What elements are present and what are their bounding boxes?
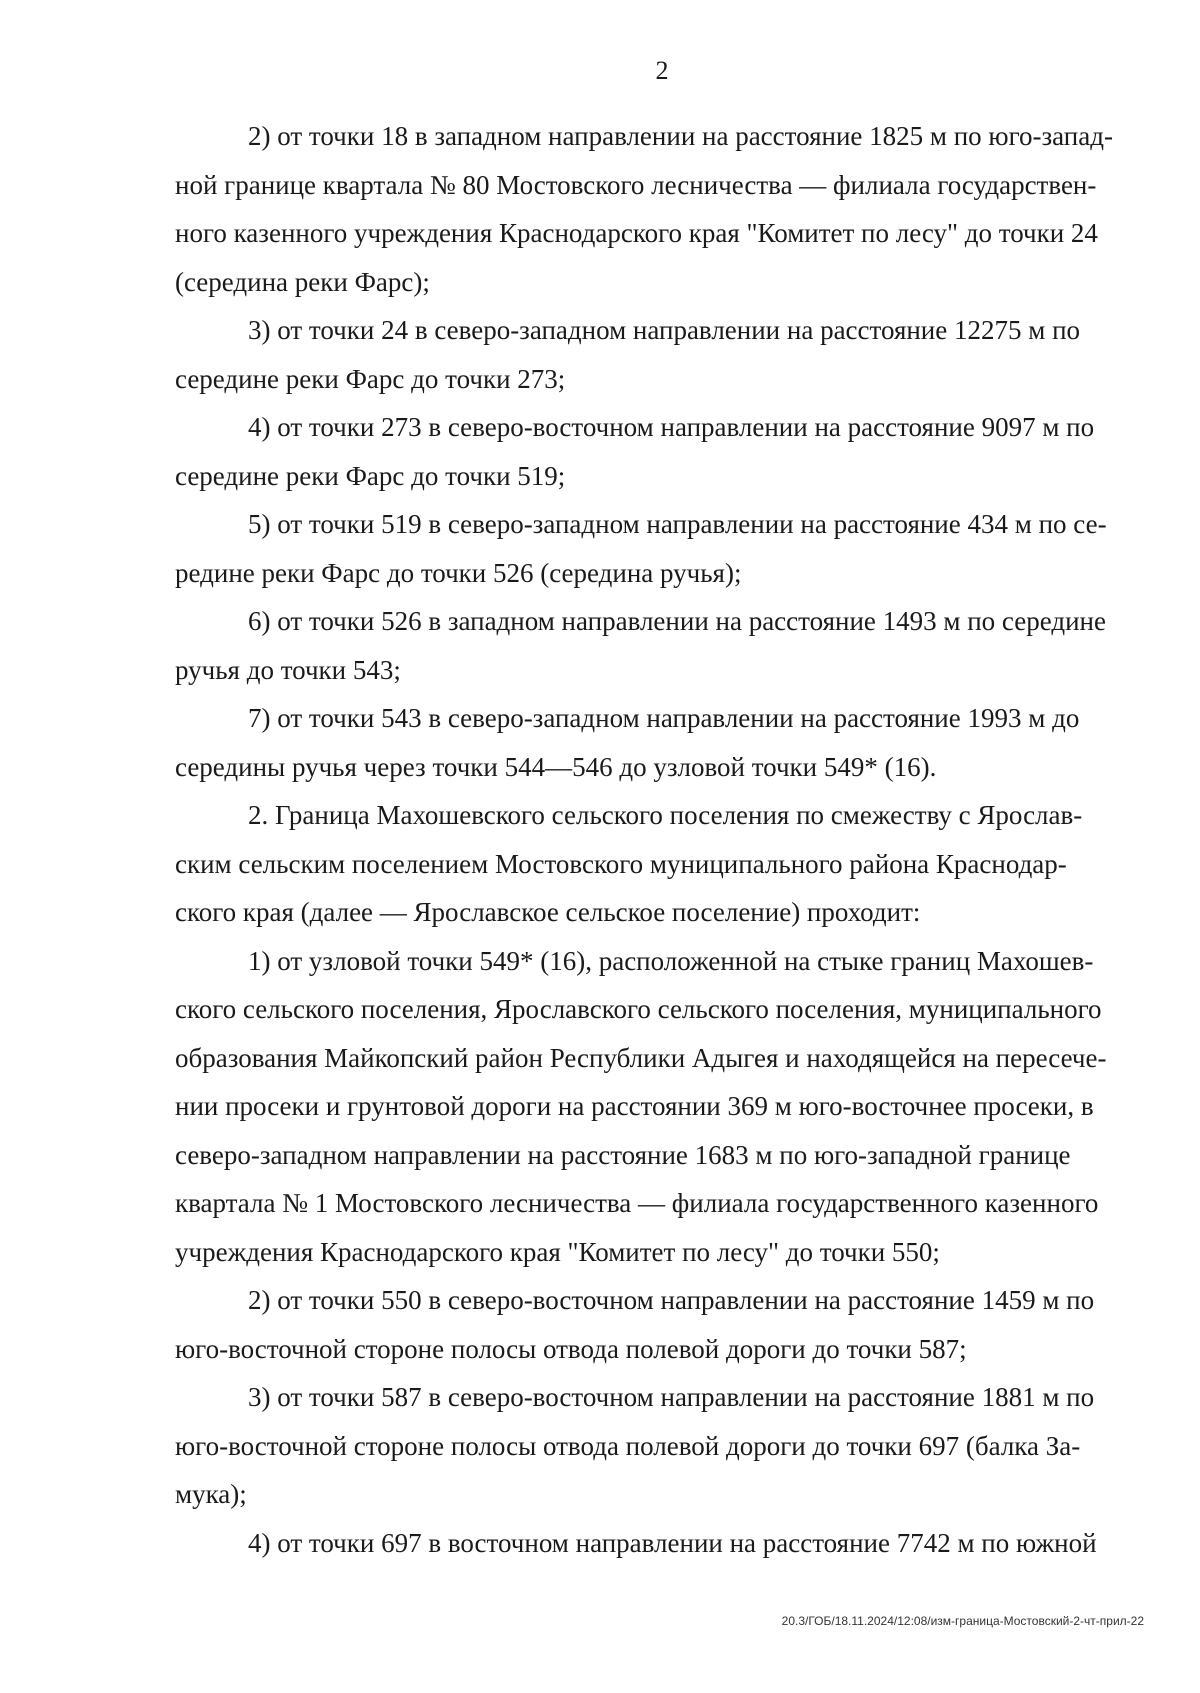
paragraph-9: 2) от точки 550 в северо-восточном направлении на расстояние 1459 м по юго-восточной стороне полосы отвода полевой дороги до точки 587; <box>175 1285 1095 1364</box>
paragraph-8: 1) от узловой точки 549* (16), расположенной на стыке границ Махошев- ского сельского поселения, Ярославского сельского поселения, муниципального образования Майкопский район Республики Адыгея и находящейся на пересече- нии просеки и грунтовой дороги на расстоянии 369 м юго-восточнее просеки, в северо-западном направлении на расстояние 1683 м по юго-западной границе квартала № 1 Мостовского лесничества — филиала государственного казенного учреждения Краснодарского края "Комитет по лесу" до точки 550; <box>175 945 1107 1267</box>
paragraph-11: 4) от точки 697 в восточном направлении на расстояние 7742 м по южной <box>248 1527 1097 1558</box>
paragraph-7: 2. Граница Махошевского сельского поселения по смежеству с Ярослав- ским сельским поселением Мостовского муниципального района Краснодар- ского края (далее — Ярославское сельское поселение) проходит: <box>175 800 1083 927</box>
paragraph-10: 3) от точки 587 в северо-восточном направлении на расстояние 1881 м по юго-восточной стороне полосы отвода полевой дороги до точки 697 (балка За- мука); <box>175 1382 1095 1509</box>
document-body <box>175 112 1144 1567</box>
paragraph-1: 2) от точки 18 в западном направлении на расстояние 1825 м по юго-запад- ной границе квартала № 80 Мостовского лесничества — филиала государствен- ного казенного учреждения Краснодарского края "Комитет по лесу" до точки 24 (середина реки Фарс); <box>175 121 1113 297</box>
document-footer-code: 20.3/ГОБ/18.11.2024/12:08/изм-граница-Мостовский-2-чт-прил-22 <box>781 1614 1144 1628</box>
page-number: 2 <box>655 56 669 85</box>
paragraph-2: 3) от точки 24 в северо-западном направлении на расстояние 12275 м по середине реки Фарс до точки 273; <box>175 315 1081 394</box>
paragraph-6: 7) от точки 543 в северо-западном направлении на расстояние 1993 м до середины ручья через точки 544—546 до узловой точки 549* (16). <box>175 703 1080 782</box>
paragraph-4: 5) от точки 519 в северо-западном направлении на расстояние 434 м по се- редине реки Фарс до точки 526 (середина ручья); <box>175 509 1107 588</box>
paragraph-5: 6) от точки 526 в западном направлении на расстояние 1493 м по середине ручья до точки 543; <box>175 606 1106 685</box>
paragraph-3: 4) от точки 273 в северо-восточном направлении на расстояние 9097 м по середине реки Фарс до точки 519; <box>175 412 1095 491</box>
